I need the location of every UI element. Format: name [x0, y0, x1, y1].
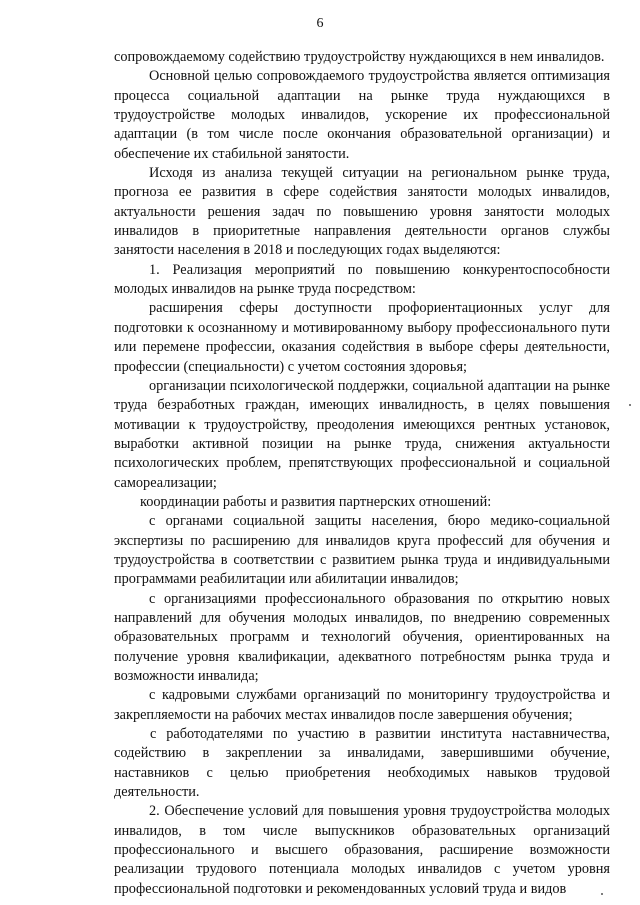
page-number: 6	[316, 16, 324, 31]
scan-speck	[629, 404, 631, 406]
scan-speck	[601, 893, 603, 895]
paragraph-career-guidance: расширения сферы доступности профориентационных услуг для подготовки к осознанному и мотивированному выбору профессионального пути или перемене профессии, оказания содействия в выборе сферы деятельности, профессии (специальности) с учетом состояния здоровья;	[114, 300, 610, 375]
paragraph-psychological-support: организации психологической поддержки, социальной адаптации на рынке труда безработных граждан, имеющих инвалидность, в целях повышения мотивации к трудоустройству, преодоления имеющихся рентных установок, выработки активной позиции на рынке труда, снижения актуальности психологических проблем, препятствующих профессиональной и социальной самореализации;	[114, 377, 610, 491]
paragraph-continuation: сопровождаемому содействию трудоустройству нуждающихся в нем инвалидов.	[114, 49, 605, 65]
paragraph-education-orgs: с организациями профессионального образования по открытию новых направлений для обучения молодых инвалидов, по внедрению современных образовательных программ и технологий обучения, ориентированных на получение уровня квалификации, адекватного потребностям рынка труда и возможности инвалида;	[114, 590, 610, 684]
paragraph-employers: с работодателями по участию в развитии института наставничества, содействию в закреплении за инвалидами, завершившими обучение, наставников с целью приобретения необходимых навыков трудовой деятельности.	[114, 726, 610, 801]
document-body	[114, 48, 610, 899]
paragraph-coordination: координации работы и развития партнерских отношений:	[140, 493, 492, 510]
paragraph-analysis: Исходя из анализа текущей ситуации на региональном рынке труда, прогноза ее развития в сфере содействия занятости молодых инвалидов, актуальности решения задач по повышению уровня занятости молодых инвалидов в приоритетные направления деятельности органов службы занятости населения в 2018 и последующих годах выделяются:	[114, 165, 610, 259]
paragraph-social-protection: с органами социальной защиты населения, бюро медико-социальной экспертизы по расширению для инвалидов круга профессий для обучения и трудоустройства в соответствии с развитием рынка труда и индивидуальными программами реабилитации или абилитации инвалидов;	[114, 513, 610, 588]
paragraph-item-2: 2. Обеспечение условий для повышения уровня трудоустройства молодых инвалидов, в том числе выпускников образовательных организаций профессионального и высшего образования, расширение возможности реализации трудового потенциала молодых инвалидов с учетом уровня профессиональной подготовки и рекомендованных условий труда и видов	[114, 803, 610, 897]
paragraph-hr-services: с кадровыми службами организаций по мониторингу трудоустройства и закрепляемости на рабочих местах инвалидов после завершения обучения;	[114, 687, 610, 723]
paragraph-main-goal: Основной целью сопровождаемого трудоустройства является оптимизация процесса социальной адаптации на рынке труда нуждающихся в трудоустройстве молодых инвалидов, ускорение их профессиональной адаптации (в том числе после окончания образовательной организации) и обеспечение их стабильной занятости.	[114, 68, 610, 162]
paragraph-item-1: 1. Реализация мероприятий по повышению конкурентоспособности молодых инвалидов на рынке труда посредством:	[114, 261, 610, 298]
